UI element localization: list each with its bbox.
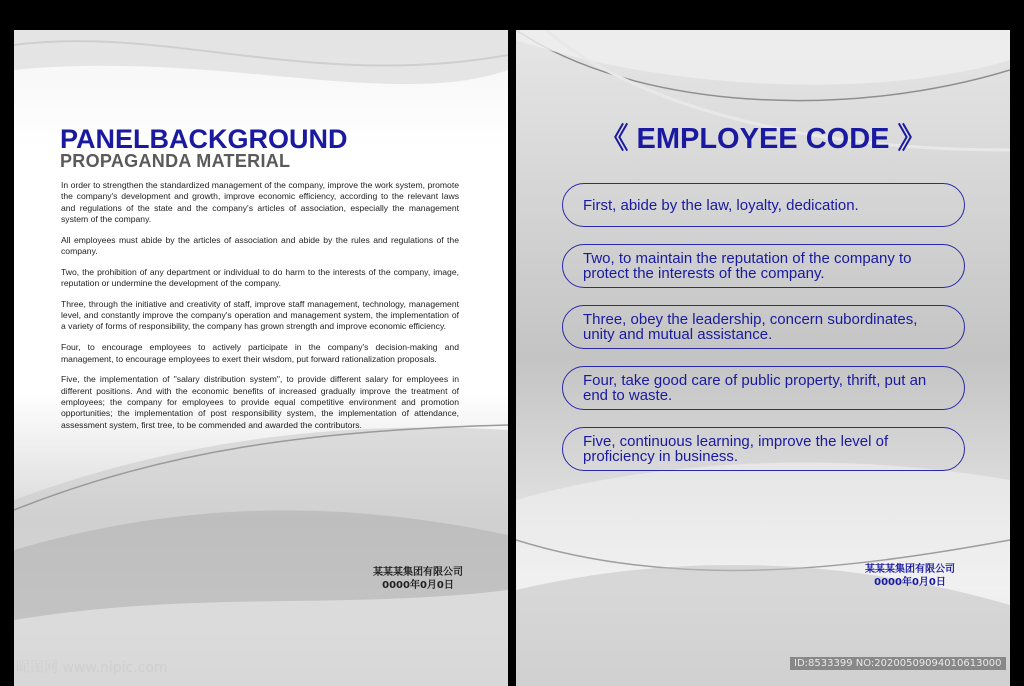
image-id-watermark: ID:8533399 NO:20200509094010613000 bbox=[790, 657, 1006, 670]
company-footer bbox=[364, 566, 472, 592]
paragraph: Two, the prohibition of any department or individual to do harm to the interests of the company, image, reputation or undermine the development of the company. bbox=[61, 266, 459, 289]
rule-item bbox=[562, 427, 965, 471]
paragraph: Three, through the initiative and creativity of staff, improve staff management, technology, management level, and constantly improve the company's operation and management system, the implementation of a variety of forms of responsibility, the company has grown strength and improve economic efficiency. bbox=[61, 298, 459, 332]
date-text: 0000年0月0日 bbox=[382, 580, 454, 591]
rule-item bbox=[562, 183, 965, 227]
rule-text: Three, obey the leadership, concern subordinates, unity and mutual assistance. bbox=[583, 311, 918, 343]
paragraph: All employees must abide by the articles of association and abide by the rules and regulations of the company. bbox=[61, 234, 459, 256]
title-regular-part: BACKGROUND bbox=[149, 124, 348, 154]
paragraph: Five, the implementation of "salary distribution system", to provide different salary for employees in different positions. And with the economic benefits of increased gradually improve the treatment of employees; the company for employees to provide equal competitive environment and promotion opportunities; the implementation of post responsibility system, the implementation of attendance, assessment system, first tree, to be commended and awarded the contributors. bbox=[61, 374, 459, 430]
paragraph: In order to strengthen the standardized management of the company, improve the work system, promote the company's development and growth, improve economic efficiency, according to the relevant laws and regulations of the state and the company's articles of association, especially the management system of the company. bbox=[61, 180, 459, 224]
rule-item bbox=[562, 366, 965, 410]
rule-text: First, abide by the law, loyalty, dedication. bbox=[583, 196, 859, 214]
company-name: 某某某集团有限公司 bbox=[373, 567, 463, 578]
title-bold-part: PANEL bbox=[60, 124, 150, 154]
rule-item bbox=[562, 305, 965, 349]
rules-list bbox=[562, 183, 965, 488]
rule-text: Five, continuous learning, improve the level of proficiency in business. bbox=[583, 433, 889, 465]
body-text bbox=[61, 180, 459, 440]
site-watermark: 昵图网 www.nipic.com bbox=[16, 660, 168, 676]
company-name: 某某某集团有限公司 bbox=[865, 564, 955, 575]
employee-code-title: 《 EMPLOYEE CODE 》 bbox=[599, 123, 927, 155]
page-subtitle: PROPAGANDA MATERIAL bbox=[60, 151, 291, 171]
right-page bbox=[516, 30, 1010, 686]
rule-item bbox=[562, 244, 965, 288]
company-footer bbox=[846, 563, 974, 589]
left-page bbox=[14, 30, 508, 686]
page-title bbox=[60, 124, 348, 154]
date-text: 0000年0月0日 bbox=[874, 577, 946, 588]
rule-text: Two, to maintain the reputation of the company to protect the interests of the company. bbox=[583, 250, 912, 282]
rule-text: Four, take good care of public property, thrift, put an end to waste. bbox=[583, 372, 927, 404]
paragraph: Four, to encourage employees to actively participate in the company's decision-making and management, to encourage employees to exert their wisdom, put forward rationalization proposals. bbox=[61, 342, 459, 364]
